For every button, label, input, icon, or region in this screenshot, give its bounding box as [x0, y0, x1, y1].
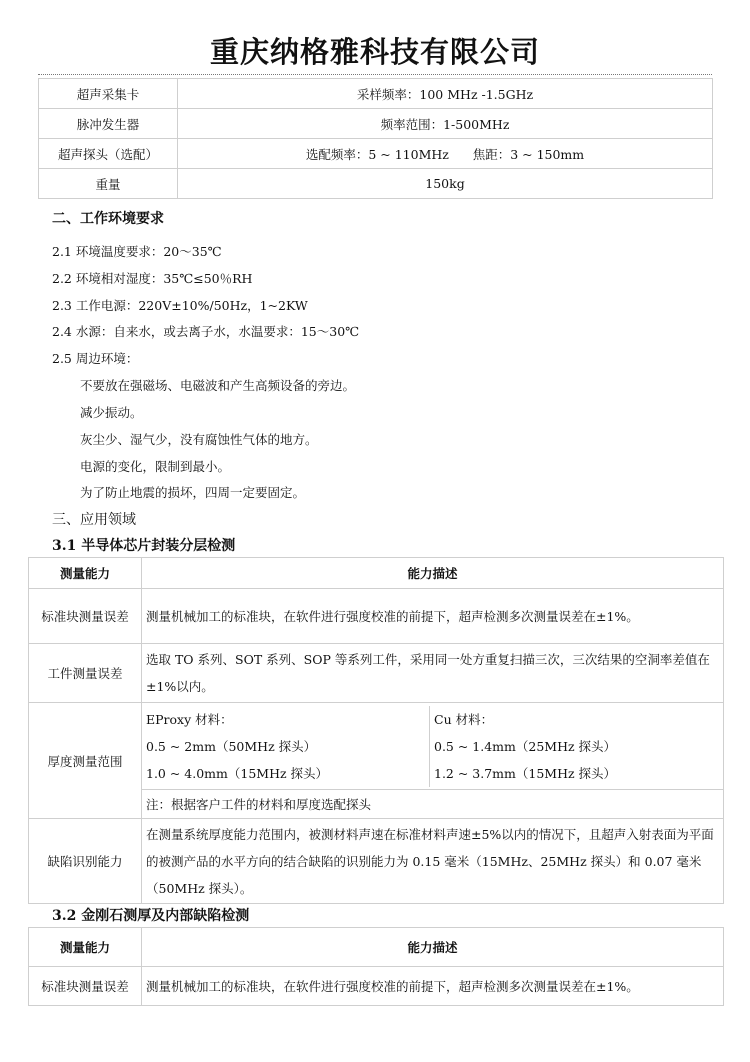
- table-row: [29, 589, 724, 644]
- header-divider: [38, 74, 712, 75]
- table-row: [39, 169, 713, 199]
- thickness-note: 注：根据客户工件的材料和厚度选配探头: [142, 790, 724, 819]
- material-line: 0.5 ~ 2mm（50MHz 探头）: [146, 738, 317, 754]
- row-label: 缺陷识别能力: [29, 819, 142, 904]
- table-row: [29, 819, 724, 904]
- column-header: 能力描述: [142, 558, 724, 589]
- row-desc: 选取 TO 系列、SOT 系列、SOP 等系列工件，采用同一处方重复扫描三次，三次结果的空洞率差值在±1%以内。: [142, 644, 724, 703]
- material-line: EProxy 材料：: [146, 711, 233, 727]
- env-item: 2.1 环境温度要求：20～35℃: [52, 244, 222, 259]
- env-note: 电源的变化，限制到最小。: [80, 459, 231, 474]
- material-epoxy: [146, 706, 430, 787]
- row-desc: 在测量系统厚度能力范围内，被测材料声速在标准材料声速±5%以内的情况下，且超声入射表面为平面的被测产品的水平方向的结合缺陷的识别能力为 0.15 毫米（15MHz、25MHz 探头）和 0.07 毫米（50MHz 探头）。: [142, 819, 724, 904]
- env-item: 2.5 周边环境：: [52, 351, 139, 366]
- spec-table: [38, 78, 713, 199]
- column-header: 测量能力: [29, 928, 142, 967]
- spec-key: 脉冲发生器: [39, 109, 178, 139]
- row-label: 工件测量误差: [29, 644, 142, 703]
- capability-table: [28, 927, 724, 1006]
- section-heading-env: 二、工作环境要求: [52, 211, 164, 227]
- env-item: 2.2 环境相对湿度：35℃≤50％RH: [52, 271, 253, 286]
- section-heading-app: 三、应用领域: [52, 512, 136, 528]
- env-item: 2.4 水源：自来水，或去离子水，水温要求：15～30℃: [52, 324, 360, 339]
- spec-value: 150kg: [178, 169, 713, 199]
- subsection-heading: 3.1 半导体芯片封装分层检测: [52, 538, 236, 554]
- env-note: 为了防止地震的损坏，四周一定要固定。: [80, 485, 306, 500]
- material-line: 1.2 ~ 3.7mm（15MHz 探头）: [434, 765, 617, 781]
- row-desc: 测量机械加工的标准块，在软件进行强度校准的前提下，超声检测多次测量误差在±1%。: [142, 589, 724, 644]
- env-item: 2.3 工作电源：220V±10%/50Hz，1~2KW: [52, 298, 308, 313]
- row-desc: 测量机械加工的标准块，在软件进行强度校准的前提下，超声检测多次测量误差在±1%。: [142, 967, 724, 1006]
- table-row: [39, 109, 713, 139]
- material-cu: [430, 706, 720, 787]
- table-header-row: [29, 558, 724, 589]
- table-header-row: [29, 928, 724, 967]
- spec-value: 选配频率：5 ~ 110MHz 焦距：3 ~ 150mm: [178, 139, 713, 169]
- company-title: 重庆纳格雅科技有限公司: [209, 35, 540, 69]
- env-note: 灰尘少、湿气少，没有腐蚀性气体的地方。: [80, 432, 318, 447]
- thickness-grid: [146, 706, 719, 787]
- material-line: Cu 材料：: [434, 711, 494, 727]
- table-row: [29, 703, 724, 790]
- column-header: 测量能力: [29, 558, 142, 589]
- table-row: [39, 139, 713, 169]
- material-line: 1.0 ~ 4.0mm（15MHz 探头）: [146, 765, 329, 781]
- spec-key: 超声探头（选配）: [39, 139, 178, 169]
- spec-value: 频率范围：1-500MHz: [178, 109, 713, 139]
- table-row: [29, 967, 724, 1006]
- spec-key: 超声采集卡: [39, 79, 178, 109]
- column-header: 能力描述: [142, 928, 724, 967]
- row-label: 厚度测量范围: [29, 703, 142, 819]
- table-row: [39, 79, 713, 109]
- subsection-heading: 3.2 金刚石测厚及内部缺陷检测: [52, 908, 250, 924]
- capability-table: [28, 557, 724, 904]
- spec-key: 重量: [39, 169, 178, 199]
- row-label: 标准块测量误差: [29, 589, 142, 644]
- spec-value: 采样频率：100 MHz -1.5GHz: [178, 79, 713, 109]
- material-line: 0.5 ~ 1.4mm（25MHz 探头）: [434, 738, 617, 754]
- table-row: [29, 644, 724, 703]
- row-label: 标准块测量误差: [29, 967, 142, 1006]
- env-note: 减少振动。: [80, 405, 143, 420]
- thickness-cell: [142, 703, 724, 790]
- env-note: 不要放在强磁场、电磁波和产生高频设备的旁边。: [80, 378, 356, 393]
